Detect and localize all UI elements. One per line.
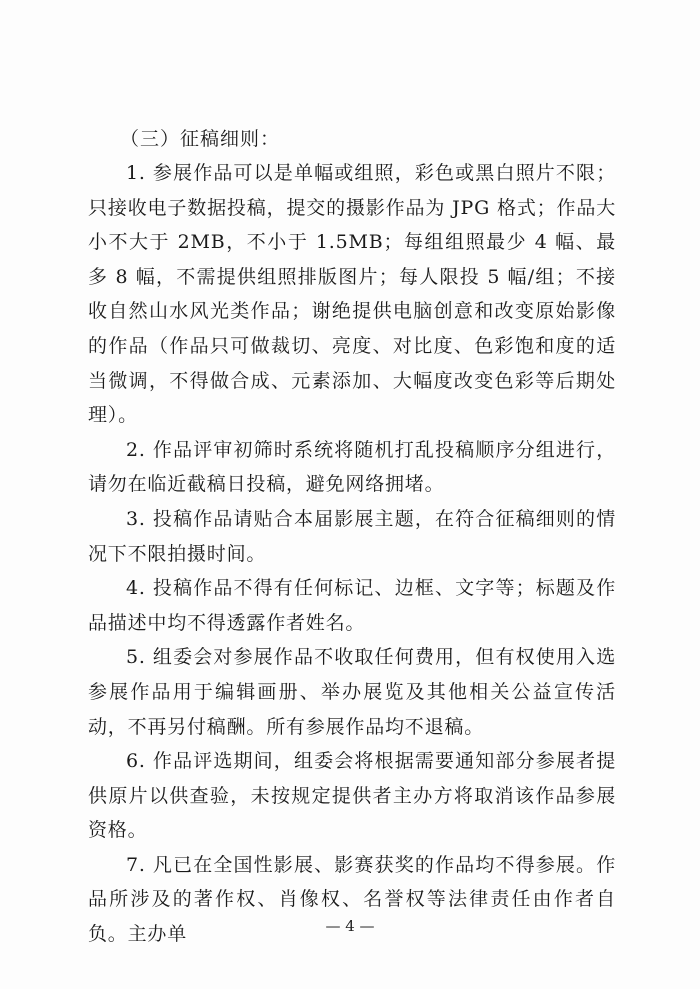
paragraph-7: 7. 凡已在全国性影展、影赛获奖的作品均不得参展。作品所涉及的著作权、肖像权、名誉权等法律责任由作者自负。主办单 <box>88 853 616 946</box>
paragraph-5: 5. 组委会对参展作品不收取任何费用，但有权使用入选参展作品用于编辑画册、举办展览及其他相关公益宣传活动，不再另付稿酬。所有参展作品均不退稿。 <box>88 646 616 738</box>
paragraph-4: 4. 投稿作品不得有任何标记、边框、文字等；标题及作品描述中均不得透露作者姓名。 <box>88 577 616 634</box>
document-body <box>88 122 616 952</box>
section-heading: （三）征稿细则： <box>120 128 281 150</box>
paragraph-3: 3. 投稿作品请贴合本届影展主题，在符合征稿细则的情况下不限拍摄时间。 <box>88 507 616 565</box>
paragraph-1: 1. 参展作品可以是单幅或组照，彩色或黑白照片不限；只接收电子数据投稿，提交的摄影作品为 JPG 格式；作品大小不大于 2MB，不小于 1.5MB；每组组照最少 4 幅、最多 8 幅，不需提供组照排版图片；每人限投 5 幅/组；不接收自然山水风光类作品；谢绝提供电脑创意和改变原始影像的作品（作品只可做裁切、亮度、对比度、色彩饱和度的适当微调，不得做合成、元素添加、大幅度改变色彩等后期处理）。 <box>88 162 616 427</box>
paragraph-2: 2. 作品评审初筛时系统将随机打乱投稿顺序分组进行，请勿在临近截稿日投稿，避免网络拥堵。 <box>88 438 616 496</box>
page-number: — 4 — <box>325 917 375 935</box>
paragraph-6: 6. 作品评选期间，组委会将根据需要通知部分参展者提供原片以供查验，未按规定提供者主办方将取消该作品参展资格。 <box>88 750 616 842</box>
